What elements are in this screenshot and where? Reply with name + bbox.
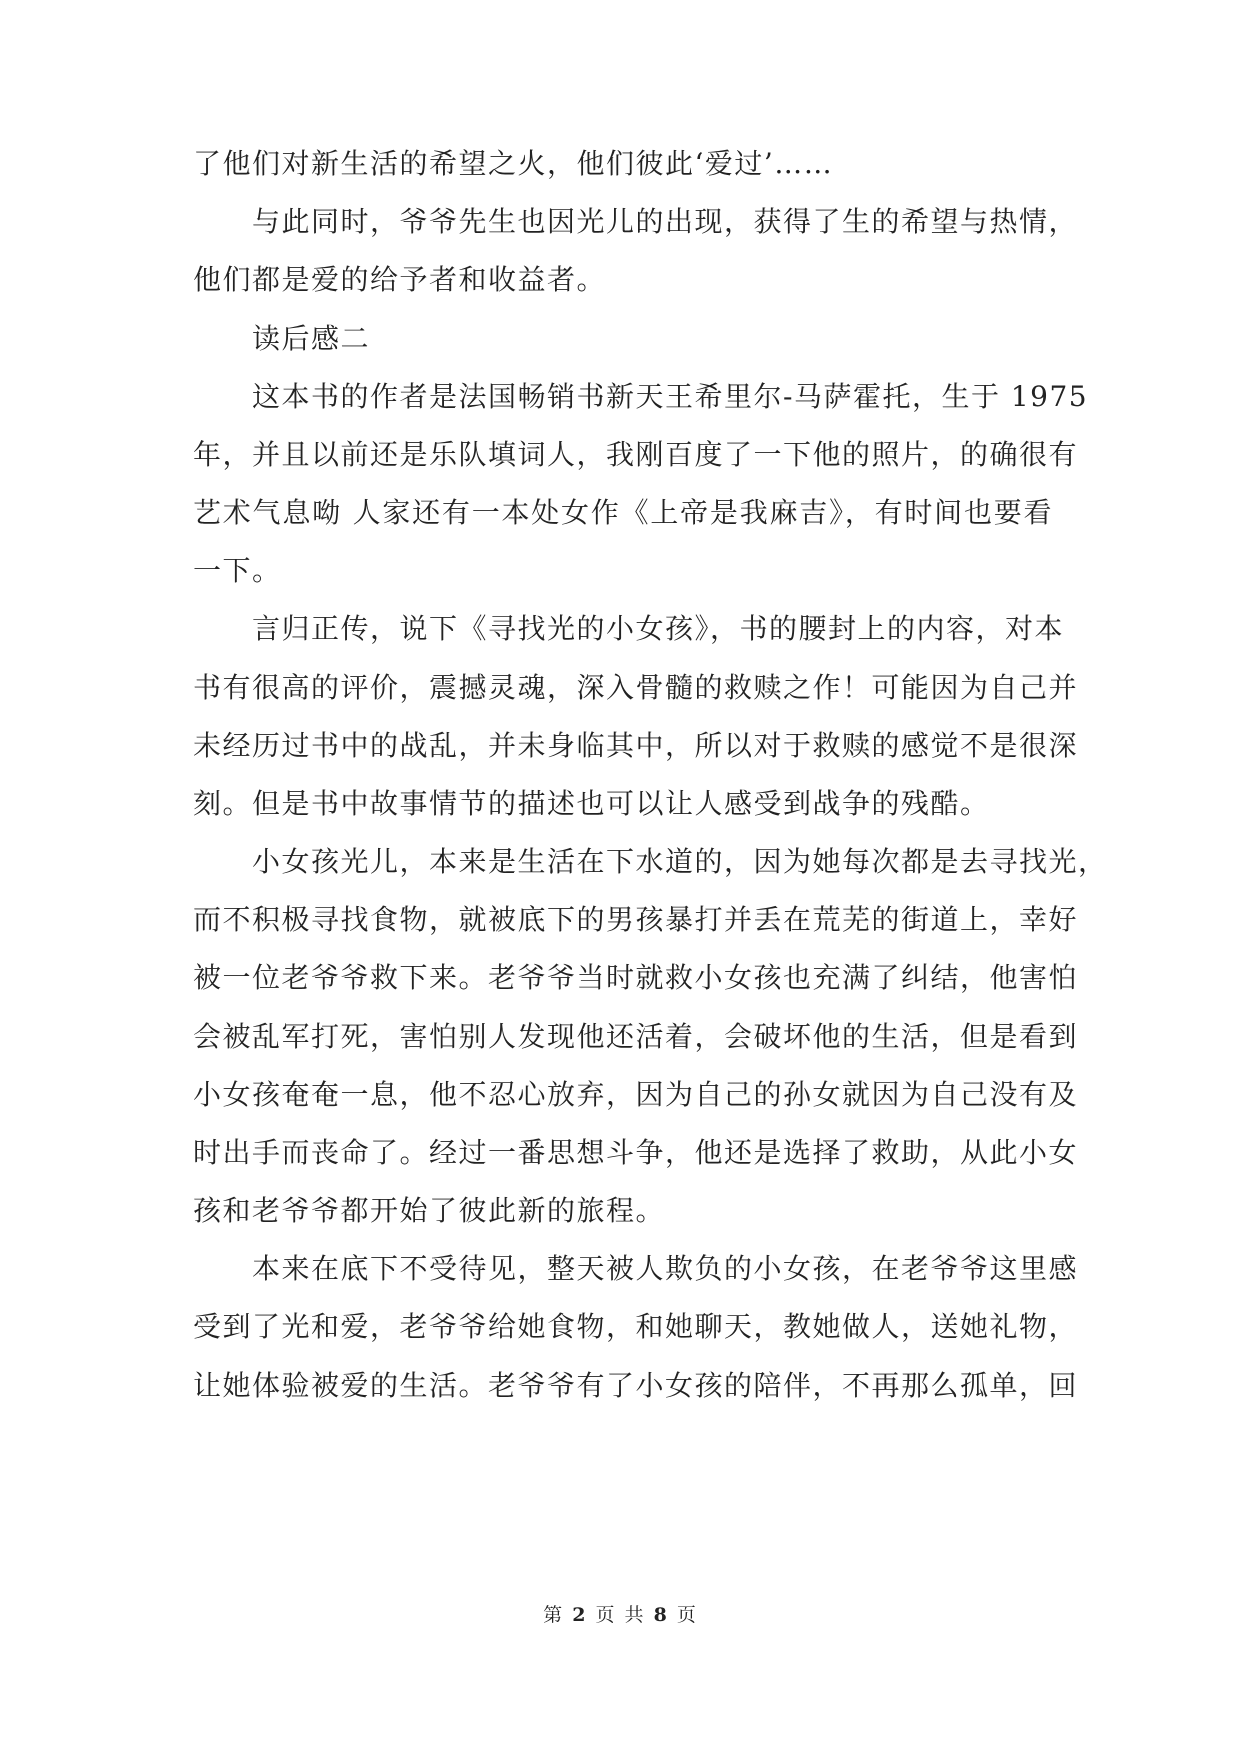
footer-prefix: 第 — [543, 1604, 565, 1626]
text-line: 时出手而丧命了。经过一番思想斗争，他还是选择了救助，从此小女 — [193, 1136, 1079, 1169]
text-line: 了他们对新生活的希望之火，他们彼此‘爱过’…… — [193, 147, 834, 180]
text-line: 小女孩光儿，本来是生活在下水道的，因为她每次都是去寻找光， — [193, 845, 1108, 878]
text-line: 言归正传，说下《寻找光的小女孩》，书的腰封上的内容，对本 — [193, 612, 1065, 645]
text-line: 书有很高的评价，震撼灵魂，深入骨髓的救赎之作！可能因为自己并 — [193, 671, 1079, 704]
text-line: 孩和老爷爷都开始了彼此新的旅程。 — [193, 1194, 666, 1227]
text-line: 受到了光和爱，老爷爷给她食物，和她聊天，教她做人，送她礼物， — [193, 1310, 1079, 1343]
text-line: 小女孩奄奄一息，他不忍心放弃，因为自己的孙女就因为自己没有及 — [193, 1078, 1079, 1111]
text-line: 一下。 — [193, 554, 282, 587]
text-line: 艺术气息呦 人家还有一本处女作《上帝是我麻吉》，有时间也要看 — [193, 496, 1053, 529]
footer-suffix: 页 — [676, 1604, 698, 1626]
page-footer — [0, 1603, 1241, 1627]
text-line: 刻。但是书中故事情节的描述也可以让人感受到战争的残酷。 — [193, 787, 990, 820]
text-line: 年，并且以前还是乐队填词人，我刚百度了一下他的照片，的确很有 — [193, 438, 1079, 471]
section-heading: 读后感二 — [193, 322, 371, 355]
text-line: 会被乱军打死，害怕别人发现他还活着，会破坏他的生活，但是看到 — [193, 1020, 1079, 1053]
text-line: 他们都是爱的给予者和收益者。 — [193, 263, 607, 296]
footer-middle: 页 共 — [595, 1604, 646, 1626]
text-line: 本来在底下不受待见，整天被人欺负的小女孩，在老爷爷这里感 — [193, 1252, 1079, 1285]
text-line: 被一位老爷爷救下来。老爷爷当时就救小女孩也充满了纠结，他害怕 — [193, 961, 1079, 994]
total-pages-number: 8 — [653, 1604, 669, 1626]
current-page-number: 2 — [572, 1604, 588, 1626]
text-line: 未经历过书中的战乱，并未身临其中，所以对于救赎的感觉不是很深 — [193, 729, 1079, 762]
text-line: 让她体验被爱的生活。老爷爷有了小女孩的陪伴，不再那么孤单，回 — [193, 1369, 1079, 1402]
text-line: 这本书的作者是法国畅销书新天王希里尔-马萨霍托，生于 1975 — [193, 380, 1089, 413]
text-line: 与此同时，爷爷先生也因光儿的出现，获得了生的希望与热情， — [193, 205, 1079, 238]
text-line: 而不积极寻找食物，就被底下的男孩暴打并丢在荒芜的街道上，幸好 — [193, 903, 1079, 936]
